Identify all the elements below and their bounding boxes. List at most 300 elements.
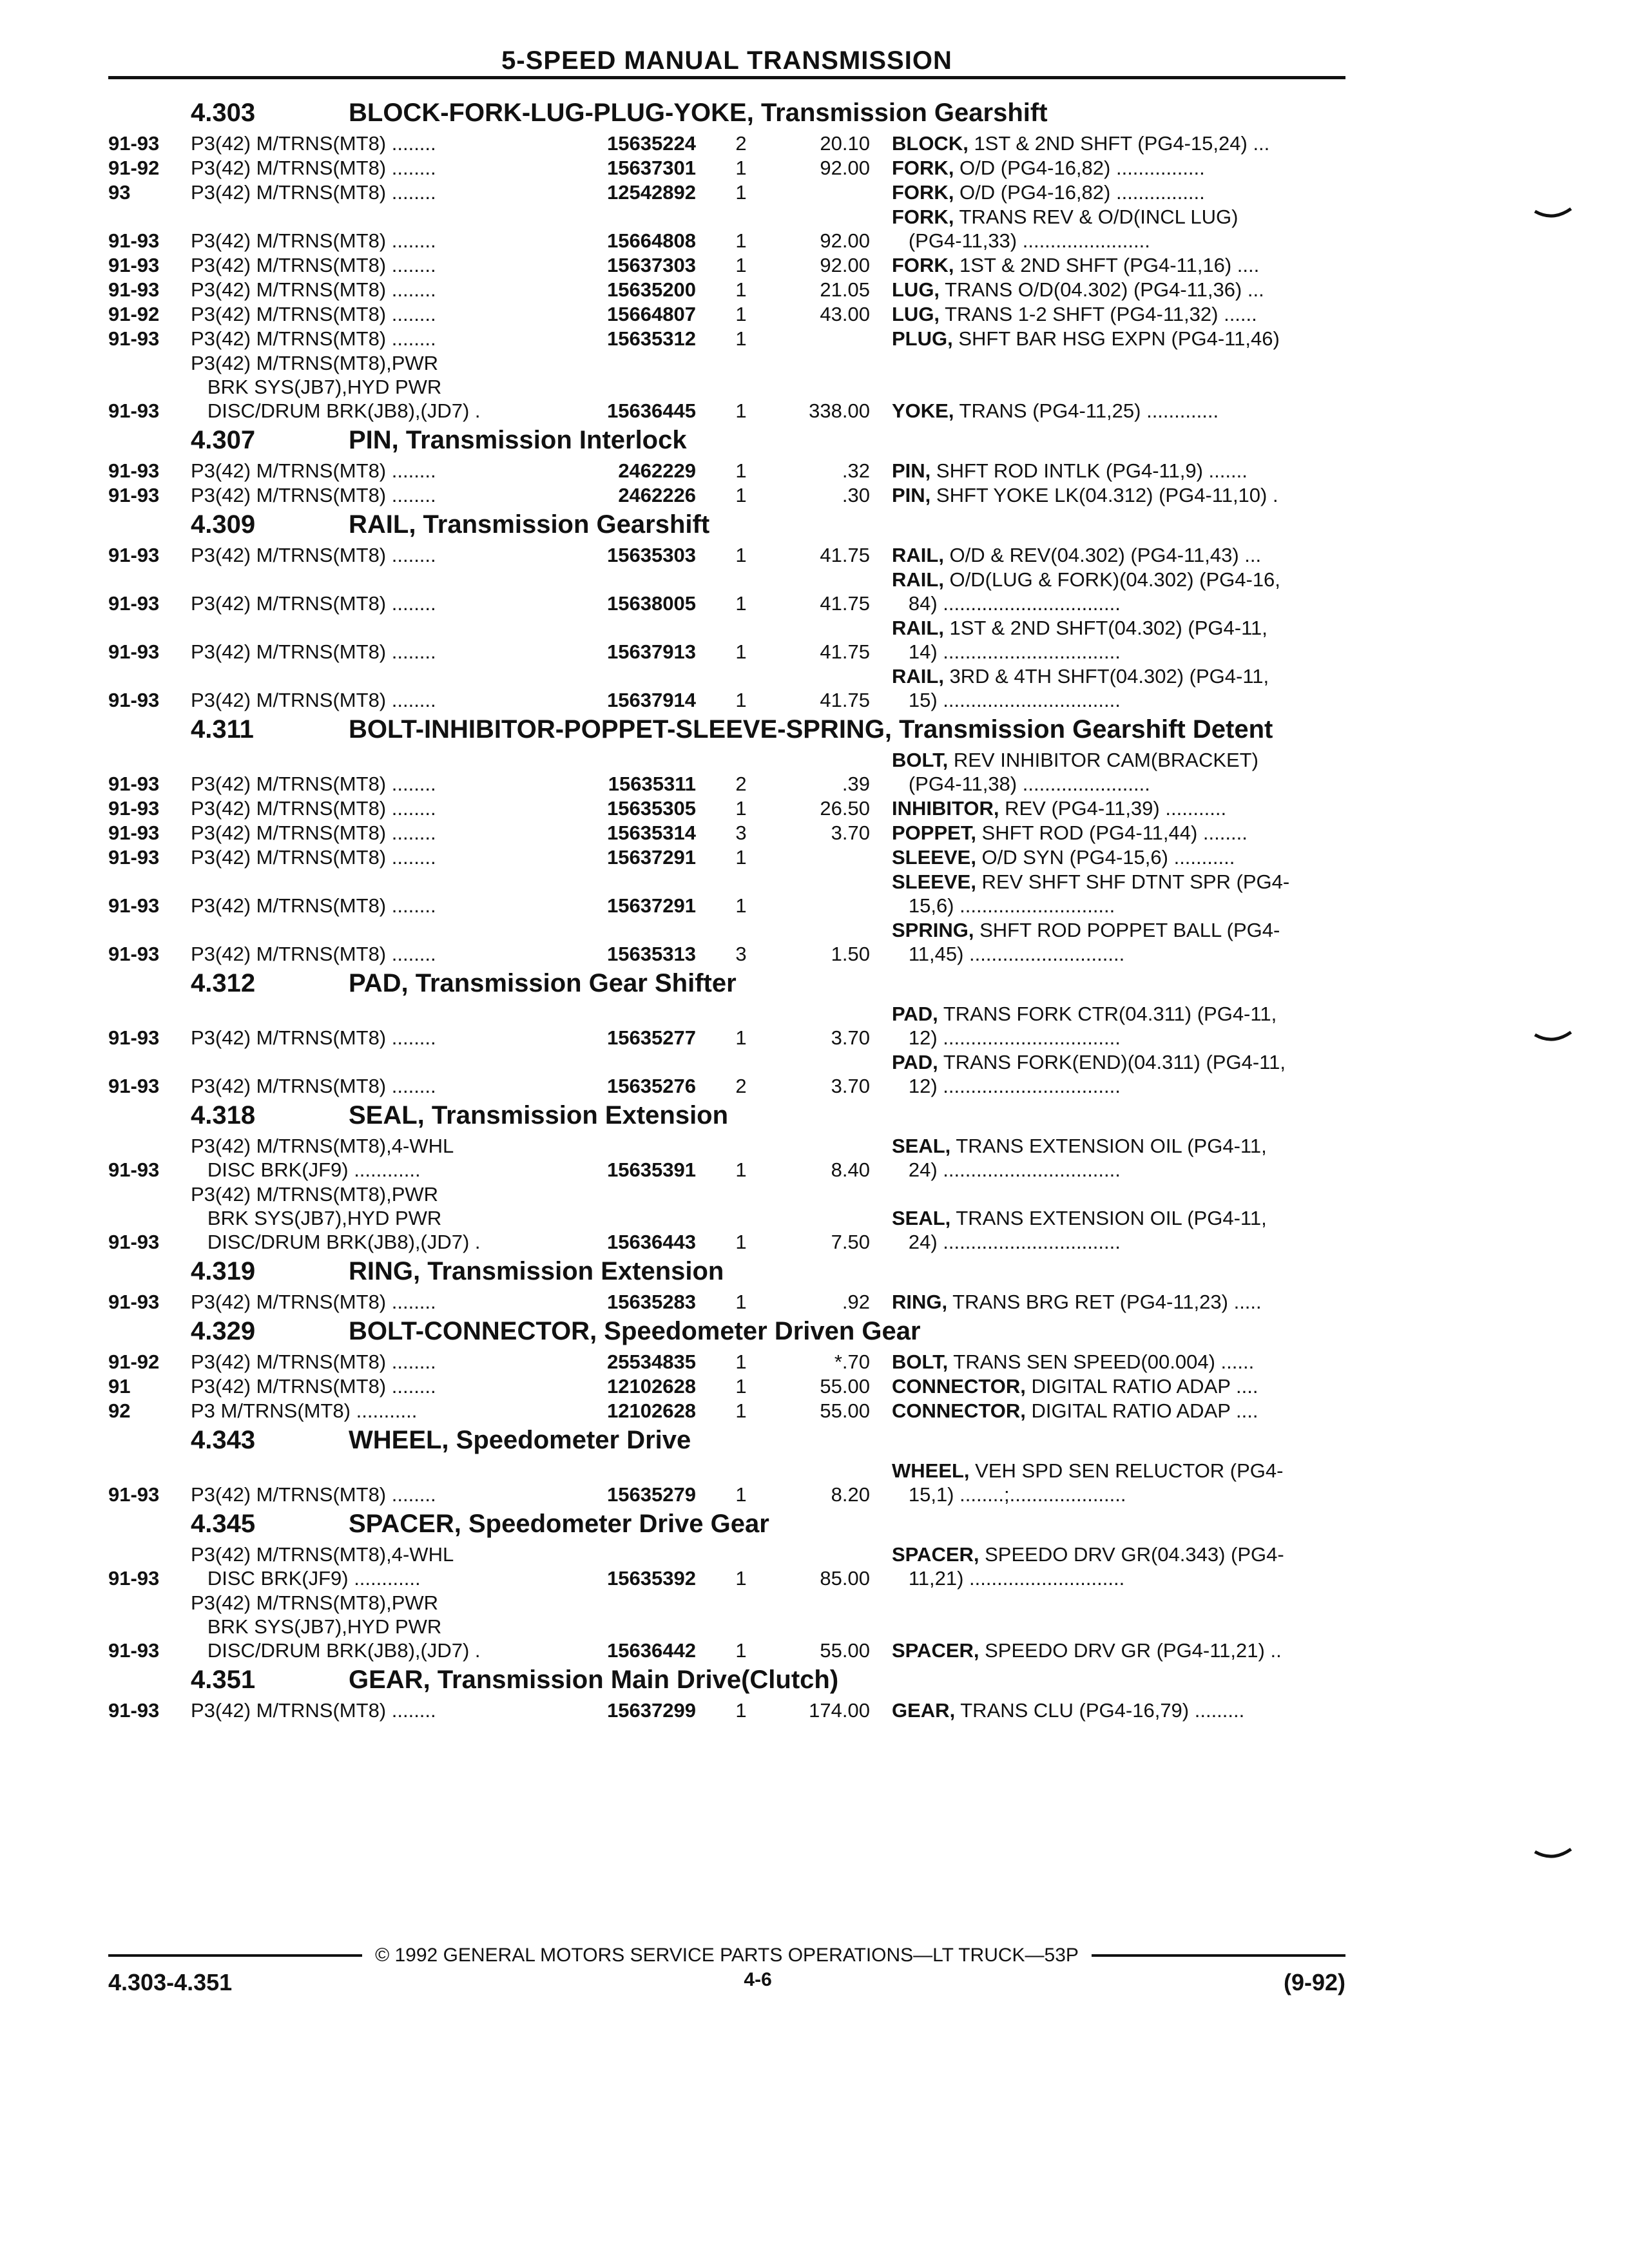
price: 41.75 (820, 640, 870, 663)
parts-section (108, 1666, 1345, 1722)
part-number: 15635277 (607, 1026, 696, 1049)
model-application: P3(42) M/TRNS(MT8),PWR BRK SYS(JB7),HYD PWR DISC/DRUM BRK(JB8),(JD7) . (191, 352, 481, 422)
section-title: BOLT-CONNECTOR, Speedometer Driven Gear (349, 1317, 921, 1345)
parts-list (108, 95, 1345, 1725)
part-row (108, 845, 1345, 869)
part-description (870, 845, 1345, 869)
page-title: 5-SPEED MANUAL TRANSMISSION (501, 46, 952, 75)
part-detail: DIGITAL RATIO ADAP .... (1025, 1375, 1258, 1398)
model-application: P3(42) M/TRNS(MT8),PWR BRK SYS(JB7),HYD PWR DISC/DRUM BRK(JB8),(JD7) . (191, 1183, 481, 1253)
part-row (108, 1134, 1345, 1182)
model-years: 91-93 (108, 689, 160, 711)
part-number: 15635392 (607, 1567, 696, 1590)
part-number: 15636442 (607, 1639, 696, 1662)
part-description (870, 483, 1345, 507)
model-application: P3(42) M/TRNS(MT8) ........ (191, 303, 436, 325)
part-detail: O/D (PG4-16,82) ................ (954, 157, 1205, 179)
part-row (108, 459, 1345, 483)
section-number: 4.311 (191, 715, 254, 744)
parts-section (108, 427, 1345, 507)
part-detail: TRANS REV & O/D(INCL LUG) (PG4-11,33) ....................... (908, 206, 1239, 252)
section-heading (108, 511, 1345, 538)
quantity: 1 (735, 1567, 747, 1590)
part-detail: SHFT YOKE LK(04.312) (PG4-11,10) . (930, 484, 1278, 506)
part-description (870, 399, 1345, 423)
part-row (108, 1182, 1345, 1254)
part-number: 15635276 (607, 1075, 696, 1097)
part-row (108, 327, 1345, 351)
part-description (870, 131, 1345, 155)
part-name: PIN, (892, 459, 931, 482)
quantity: 1 (735, 894, 747, 917)
quantity: 1 (735, 1026, 747, 1049)
part-detail: TRANS CLU (PG4-16,79) ......... (955, 1699, 1245, 1722)
footer-rule-right (1092, 1954, 1345, 1957)
parts-section (108, 970, 1345, 1098)
part-row (108, 1698, 1345, 1722)
parts-section (108, 1510, 1345, 1662)
part-number: 15637291 (607, 894, 696, 917)
model-years: 91-93 (108, 1075, 160, 1097)
section-number: 4.329 (191, 1317, 256, 1345)
margin-tick-mark (1534, 1031, 1572, 1043)
page-footer (108, 1945, 1345, 1996)
price: 55.00 (820, 1399, 870, 1422)
model-application: P3(42) M/TRNS(MT8) ........ (191, 484, 436, 506)
page-number: 4-6 (744, 1969, 772, 1990)
part-detail: SHFT BAR HSG EXPN (PG4-11,46) (952, 327, 1280, 350)
price: 92.00 (820, 229, 870, 252)
part-name: BLOCK, (892, 132, 969, 155)
quantity: 3 (735, 822, 747, 844)
copyright-notice: © 1992 GENERAL MOTORS SERVICE PARTS OPERATIONS—LT TRUCK—53P (375, 1945, 1079, 1966)
part-description (870, 748, 1345, 796)
part-name: PAD, (892, 1051, 938, 1073)
part-detail: SPEEDO DRV GR(04.343) (PG4- 11,21) ............................ (908, 1543, 1284, 1590)
model-application: P3(42) M/TRNS(MT8) ........ (191, 459, 436, 482)
section-title: RAIL, Transmission Gearshift (349, 510, 710, 539)
model-application: P3(42) M/TRNS(MT8) ........ (191, 278, 436, 301)
part-name: YOKE, (892, 399, 954, 422)
part-row (108, 1050, 1345, 1098)
part-number: 15636445 (607, 399, 696, 422)
price: 338.00 (809, 399, 870, 422)
model-years: 91-93 (108, 132, 160, 155)
part-name: CONNECTOR, (892, 1399, 1026, 1422)
model-application: P3(42) M/TRNS(MT8) ........ (191, 229, 436, 252)
part-detail: 1ST & 2ND SHFT (PG4-11,16) .... (954, 254, 1260, 276)
section-heading (108, 1318, 1345, 1345)
margin-tick-mark (1534, 207, 1572, 219)
part-detail: SHFT ROD INTLK (PG4-11,9) ....... (930, 459, 1248, 482)
part-number: 15637299 (607, 1699, 696, 1722)
part-name: RING, (892, 1291, 948, 1313)
model-years: 93 (108, 181, 131, 204)
part-name: FORK, (892, 206, 954, 228)
part-name: CONNECTOR, (892, 1375, 1026, 1398)
part-number: 12102628 (607, 1375, 696, 1398)
model-application: P3(42) M/TRNS(MT8) ........ (191, 689, 436, 711)
part-description (870, 664, 1345, 712)
model-years: 91-93 (108, 254, 160, 276)
part-row (108, 664, 1345, 712)
footer-rule-left (108, 1954, 362, 1957)
section-number: 4.318 (191, 1101, 256, 1129)
model-application: P3(42) M/TRNS(MT8) ........ (191, 592, 436, 615)
model-application: P3(42) M/TRNS(MT8) ........ (191, 327, 436, 350)
part-row (108, 205, 1345, 253)
part-name: RAIL, (892, 617, 944, 639)
part-number: 2462226 (618, 484, 696, 506)
section-title: BOLT-INHIBITOR-POPPET-SLEEVE-SPRING, Transmission Gearshift Detent (349, 715, 1273, 744)
quantity: 1 (735, 1350, 747, 1373)
part-number: 2462229 (618, 459, 696, 482)
part-description (870, 543, 1345, 567)
model-application: P3(42) M/TRNS(MT8) ........ (191, 1375, 436, 1398)
section-title: GEAR, Transmission Main Drive(Clutch) (349, 1666, 839, 1694)
section-heading (108, 970, 1345, 997)
part-row (108, 821, 1345, 845)
part-row (108, 1459, 1345, 1506)
part-number: 15637913 (607, 640, 696, 663)
quantity: 1 (735, 254, 747, 276)
model-years: 91-93 (108, 1639, 160, 1662)
parts-section (108, 1427, 1345, 1506)
section-title: SPACER, Speedometer Drive Gear (349, 1510, 769, 1538)
model-years: 91-93 (108, 1699, 160, 1722)
part-description (870, 1050, 1345, 1098)
part-name: PIN, (892, 484, 931, 506)
quantity: 3 (735, 943, 747, 965)
quantity: 1 (735, 278, 747, 301)
part-detail: TRANS (PG4-11,25) ............. (954, 399, 1219, 422)
part-description (870, 302, 1345, 326)
model-years: 91-93 (108, 1026, 160, 1049)
model-years: 91-93 (108, 1158, 160, 1181)
quantity: 1 (735, 459, 747, 482)
part-number: 15637914 (607, 689, 696, 711)
section-heading (108, 1102, 1345, 1129)
model-application: P3(42) M/TRNS(MT8) ........ (191, 822, 436, 844)
model-years: 91 (108, 1375, 131, 1398)
part-detail: 1ST & 2ND SHFT (PG4-15,24) ... (968, 132, 1270, 155)
section-number: 4.312 (191, 969, 256, 997)
model-application: P3(42) M/TRNS(MT8) ........ (191, 1026, 436, 1049)
part-number: 15637303 (607, 254, 696, 276)
section-heading (108, 1258, 1345, 1285)
section-number: 4.343 (191, 1426, 256, 1454)
part-row (108, 156, 1345, 180)
part-name: SPACER, (892, 1639, 979, 1662)
part-name: LUG, (892, 278, 940, 301)
model-years: 91-93 (108, 459, 160, 482)
part-detail: 1ST & 2ND SHFT(04.302) (PG4-11, 14) ................................ (908, 617, 1268, 663)
part-name: RAIL, (892, 568, 944, 591)
model-years: 92 (108, 1399, 131, 1422)
part-detail: TRANS 1-2 SHFT (PG4-11,32) ...... (940, 303, 1257, 325)
section-number: 4.319 (191, 1257, 256, 1285)
part-row (108, 278, 1345, 302)
parts-section (108, 511, 1345, 712)
part-name: WHEEL, (892, 1459, 970, 1482)
part-name: SEAL, (892, 1207, 951, 1229)
part-number: 15635303 (607, 544, 696, 566)
part-detail: O/D(LUG & FORK)(04.302) (PG4-16, 84) ................................ (908, 568, 1280, 615)
part-name: PAD, (892, 1003, 938, 1025)
model-application: P3(42) M/TRNS(MT8),4-WHL DISC BRK(JF9) ............ (191, 1135, 454, 1181)
quantity: 2 (735, 1075, 747, 1097)
quantity: 1 (735, 1699, 747, 1722)
parts-section (108, 99, 1345, 423)
parts-section (108, 716, 1345, 966)
part-detail: TRANS FORK CTR(04.311) (PG4-11, 12) ................................ (908, 1003, 1277, 1049)
quantity: 1 (735, 229, 747, 252)
part-number: 15637291 (607, 846, 696, 869)
price: 21.05 (820, 278, 870, 301)
part-number: 15635305 (607, 797, 696, 820)
quantity: 1 (735, 1639, 747, 1662)
part-description (870, 870, 1345, 918)
part-detail: O/D SYN (PG4-15,6) ........... (976, 846, 1235, 869)
price: 41.75 (820, 689, 870, 711)
quantity: 2 (735, 773, 747, 795)
model-years: 91-92 (108, 1350, 160, 1373)
part-description (870, 1350, 1345, 1374)
part-row (108, 1002, 1345, 1050)
price: 8.20 (831, 1483, 870, 1506)
model-application: P3(42) M/TRNS(MT8) ........ (191, 157, 436, 179)
section-heading (108, 1510, 1345, 1537)
part-number: 15635391 (607, 1158, 696, 1181)
quantity: 1 (735, 1158, 747, 1181)
part-description (870, 180, 1345, 204)
section-heading (108, 1666, 1345, 1693)
parts-section (108, 1318, 1345, 1423)
part-detail: TRANS O/D(04.302) (PG4-11,36) ... (940, 278, 1264, 301)
quantity: 1 (735, 327, 747, 350)
model-years: 91-93 (108, 1483, 160, 1506)
model-application: P3(42) M/TRNS(MT8) ........ (191, 943, 436, 965)
part-description (870, 1459, 1345, 1506)
part-row (108, 1374, 1345, 1398)
quantity: 1 (735, 399, 747, 422)
quantity: 1 (735, 544, 747, 566)
part-detail: SHFT ROD POPPET BALL (PG4- 11,45) ............................ (908, 919, 1280, 965)
quantity: 1 (735, 484, 747, 506)
part-name: FORK, (892, 181, 954, 204)
section-number: 4.307 (191, 426, 256, 454)
model-years: 91-93 (108, 894, 160, 917)
part-number: 15636443 (607, 1231, 696, 1253)
price: 41.75 (820, 544, 870, 566)
section-heading (108, 99, 1345, 126)
model-application: P3(42) M/TRNS(MT8) ........ (191, 894, 436, 917)
model-application: P3(42) M/TRNS(MT8) ........ (191, 1075, 436, 1097)
part-description (870, 918, 1345, 966)
model-application: P3(42) M/TRNS(MT8) ........ (191, 846, 436, 869)
revision-date: (9-92) (1283, 1969, 1345, 1995)
price: .32 (842, 459, 870, 482)
part-detail: DIGITAL RATIO ADAP .... (1025, 1399, 1258, 1422)
quantity: 1 (735, 1291, 747, 1313)
price: 41.75 (820, 592, 870, 615)
model-years: 91-93 (108, 1231, 160, 1253)
part-name: BOLT, (892, 1350, 949, 1373)
part-name: PLUG, (892, 327, 953, 350)
part-row (108, 568, 1345, 615)
section-number: 4.345 (191, 1510, 256, 1538)
part-description (870, 1290, 1345, 1314)
price: 1.50 (831, 943, 870, 965)
header-rule (108, 76, 1345, 79)
part-number: 15635200 (607, 278, 696, 301)
part-detail: SPEEDO DRV GR (PG4-11,21) .. (979, 1639, 1282, 1662)
model-application: P3(42) M/TRNS(MT8) ........ (191, 1291, 436, 1313)
part-description (870, 1134, 1345, 1182)
model-application: P3(42) M/TRNS(MT8) ........ (191, 181, 436, 204)
quantity: 1 (735, 303, 747, 325)
part-number: 15635279 (607, 1483, 696, 1506)
model-application: P3 M/TRNS(MT8) ........... (191, 1399, 418, 1422)
section-number: 4.351 (191, 1666, 256, 1694)
quantity: 1 (735, 1375, 747, 1398)
model-years: 91-93 (108, 592, 160, 615)
part-detail: TRANS EXTENSION OIL (PG4-11, 24) ................................ (908, 1207, 1267, 1253)
section-title: BLOCK-FORK-LUG-PLUG-YOKE, Transmission Gearshift (349, 99, 1048, 127)
part-number: 15635313 (607, 943, 696, 965)
part-description (870, 1206, 1345, 1254)
price: 3.70 (831, 1026, 870, 1049)
part-detail: 3RD & 4TH SHFT(04.302) (PG4-11, 15) ................................ (908, 665, 1269, 711)
section-heading (108, 1427, 1345, 1454)
model-years: 91-92 (108, 303, 160, 325)
margin-tick-mark (1534, 1848, 1572, 1860)
part-row (108, 870, 1345, 918)
section-title: PIN, Transmission Interlock (349, 426, 687, 454)
model-years: 91-93 (108, 846, 160, 869)
part-row (108, 131, 1345, 155)
part-description (870, 1698, 1345, 1722)
model-years: 91-93 (108, 399, 160, 422)
price: 92.00 (820, 254, 870, 276)
section-heading (108, 427, 1345, 454)
quantity: 1 (735, 1399, 747, 1422)
part-number: 15635312 (607, 327, 696, 350)
quantity: 1 (735, 846, 747, 869)
model-application: P3(42) M/TRNS(MT8) ........ (191, 254, 436, 276)
model-years: 91-93 (108, 327, 160, 350)
part-row (108, 302, 1345, 326)
parts-section (108, 1102, 1345, 1254)
part-row (108, 1542, 1345, 1590)
price: 85.00 (820, 1567, 870, 1590)
part-detail: VEH SPD SEN RELUCTOR (PG4- 15,1) ........;..................... (908, 1459, 1284, 1506)
section-heading (108, 716, 1345, 743)
part-description (870, 278, 1345, 302)
part-description (870, 568, 1345, 615)
section-number: 4.303 (191, 99, 256, 127)
model-application: P3(42) M/TRNS(MT8) ........ (191, 797, 436, 820)
part-row (108, 253, 1345, 277)
part-name: SPRING, (892, 919, 974, 941)
part-row (108, 796, 1345, 820)
section-title: RING, Transmission Extension (349, 1257, 724, 1285)
part-name: SPACER, (892, 1543, 979, 1566)
part-number: 15664807 (607, 303, 696, 325)
part-number: 15637301 (607, 157, 696, 179)
part-description (870, 327, 1345, 351)
price: .39 (842, 773, 870, 795)
part-description (870, 156, 1345, 180)
part-row (108, 180, 1345, 204)
price: .30 (842, 484, 870, 506)
price: .92 (842, 1291, 870, 1313)
part-row (108, 351, 1345, 423)
section-number: 4.309 (191, 510, 256, 539)
part-number: 15635283 (607, 1291, 696, 1313)
price: 55.00 (820, 1639, 870, 1662)
model-years: 91-93 (108, 544, 160, 566)
part-detail: SHFT ROD (PG4-11,44) ........ (976, 822, 1248, 844)
price: 174.00 (809, 1699, 870, 1722)
quantity: 1 (735, 181, 747, 204)
quantity: 1 (735, 689, 747, 711)
part-detail: REV (PG4-11,39) ........... (999, 797, 1227, 820)
part-name: INHIBITOR, (892, 797, 999, 820)
parts-section (108, 1258, 1345, 1314)
model-application: P3(42) M/TRNS(MT8) ........ (191, 773, 436, 795)
part-detail: TRANS FORK(END)(04.311) (PG4-11, 12) ................................ (908, 1051, 1286, 1097)
model-application: P3(42) M/TRNS(MT8) ........ (191, 640, 436, 663)
part-number: 15635314 (607, 822, 696, 844)
part-number: 15635224 (607, 132, 696, 155)
part-row (108, 1290, 1345, 1314)
part-description (870, 1002, 1345, 1050)
model-years: 91-93 (108, 1291, 160, 1313)
part-number: 15664808 (607, 229, 696, 252)
part-name: GEAR, (892, 1699, 956, 1722)
model-application: P3(42) M/TRNS(MT8),4-WHL DISC BRK(JF9) ............ (191, 1543, 454, 1590)
quantity: 1 (735, 797, 747, 820)
part-name: FORK, (892, 254, 954, 276)
part-detail: REV INHIBITOR CAM(BRACKET) (PG4-11,38) ....................... (908, 749, 1258, 795)
part-name: SLEEVE, (892, 846, 976, 869)
part-description (870, 205, 1345, 253)
part-name: RAIL, (892, 544, 944, 566)
part-row (108, 543, 1345, 567)
part-row (108, 1591, 1345, 1662)
price: 43.00 (820, 303, 870, 325)
part-number: 12542892 (607, 181, 696, 204)
part-row (108, 483, 1345, 507)
part-name: LUG, (892, 303, 940, 325)
price: 3.70 (831, 822, 870, 844)
section-title: WHEEL, Speedometer Drive (349, 1426, 691, 1454)
quantity: 1 (735, 157, 747, 179)
part-number: 25534835 (607, 1350, 696, 1373)
model-application: P3(42) M/TRNS(MT8) ........ (191, 1350, 436, 1373)
part-description (870, 616, 1345, 664)
part-name: SEAL, (892, 1135, 951, 1157)
model-years: 91-93 (108, 797, 160, 820)
model-years: 91-93 (108, 773, 160, 795)
part-number: 15638005 (607, 592, 696, 615)
part-row (108, 748, 1345, 796)
section-title: SEAL, Transmission Extension (349, 1101, 729, 1129)
model-application: P3(42) M/TRNS(MT8) ........ (191, 132, 436, 155)
model-years: 91-93 (108, 229, 160, 252)
model-years: 91-93 (108, 278, 160, 301)
